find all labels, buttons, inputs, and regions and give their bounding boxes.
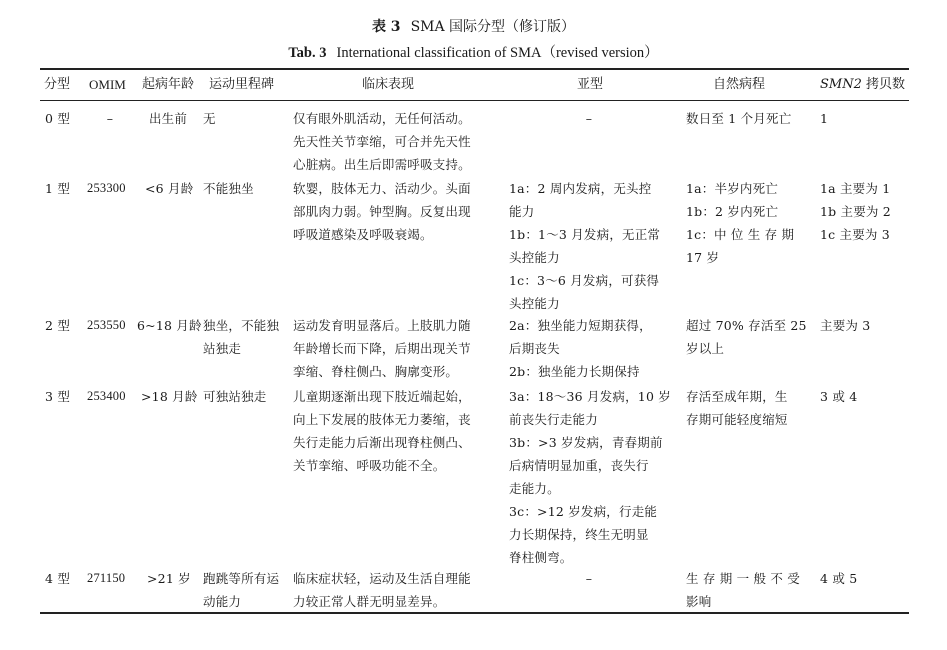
cell-copy: 1 <box>820 111 829 126</box>
cell-copy: 1a 主要为 1 1b 主要为 2 1c 主要为 3 <box>820 181 891 242</box>
cell-milestone: 可独站独走 <box>203 389 267 404</box>
header-onset: 起病年龄 <box>142 77 195 92</box>
cell-onset: <6 月龄 <box>145 181 194 196</box>
cell-copy: 3 或 4 <box>820 389 858 404</box>
cell-clinical: 运动发育明显落后。上肢肌力随 年龄增长而下降，后期出现关节 挛缩、脊柱侧凸、胸廓变形。 <box>293 318 471 379</box>
cell-milestone: 独坐，不能独 站独走 <box>203 318 280 356</box>
cell-milestone: 跑跳等所有运 动能力 <box>203 571 280 609</box>
cell-copy: 4 或 5 <box>820 571 858 586</box>
cell-omim: – <box>106 111 114 126</box>
cell-omim: 253550 <box>87 318 126 332</box>
cell-milestone: 无 <box>203 111 216 126</box>
cell-clinical: 儿童期逐渐出现下肢近端起始， 向上下发展的肢体无力萎缩，丧 失行走能力后渐出现脊柱侧凸、 关节挛缩、呼吸功能不全。 <box>293 389 471 473</box>
cell-natural: 存活至成年期，生 存期可能轻度缩短 <box>686 389 788 427</box>
cell-type: 3 型 <box>45 389 71 404</box>
cell-clinical: 仅有眼外肌活动，无任何活动。 先天性关节挛缩，可合并先天性 心脏病。出生后即需呼吸支持。 <box>293 111 471 172</box>
cell-clinical: 临床症状轻，运动及生活自理能 力较正常人群无明显差异。 <box>293 571 471 609</box>
table-header-rule <box>40 100 909 101</box>
cell-onset: 6~18 月龄 <box>137 318 202 333</box>
cell-omim: 253400 <box>87 389 126 403</box>
header-copy-number <box>820 76 905 94</box>
cell-onset: 出生前 <box>148 111 188 126</box>
header-clinical: 临床表现 <box>362 77 415 92</box>
cell-type: 0 型 <box>45 111 71 126</box>
table-label-en: Tab. 3 <box>288 45 327 61</box>
table-label-cn: 表 3 <box>371 19 401 35</box>
header-copy-suffix: 拷贝数 <box>861 77 906 92</box>
cell-type: 1 型 <box>45 181 71 196</box>
header-type: 分型 <box>44 77 71 92</box>
header-milestone: 运动里程碑 <box>209 77 275 92</box>
table-title-cn: SMA 国际分型（修订版） <box>410 19 576 35</box>
cell-milestone: 不能独坐 <box>203 181 254 196</box>
cell-onset: >18 月龄 <box>141 389 198 404</box>
cell-type: 2 型 <box>45 318 71 333</box>
cell-subtype: – <box>585 571 593 586</box>
cell-omim: 253300 <box>87 181 126 195</box>
table-caption-cn <box>0 18 947 36</box>
cell-copy: 主要为 3 <box>820 318 871 333</box>
cell-onset: >21 岁 <box>147 571 191 586</box>
cell-subtype: 2a：独坐能力短期获得， 后期丧失 2b：独坐能力长期保持 <box>509 318 652 379</box>
cell-natural: 超过 70% 存活至 25 岁以上 <box>686 318 807 356</box>
cell-clinical: 软婴，肢体无力、活动少。头面 部肌肉力弱。钟型胸。反复出现 呼吸道感染及呼吸衰竭。 <box>293 181 471 242</box>
table-title-en: International classification of SMA（revised version） <box>336 45 659 61</box>
cell-natural: 1a：半岁内死亡 1b：2 岁内死亡 1c：中 位 生 存 期 17 岁 <box>686 181 795 265</box>
table-top-rule <box>40 68 909 70</box>
cell-subtype: 3a：18～36 月发病，10 岁 前丧失行走能力 3b：>3 岁发病，青春期前 后病情明显加重，丧失行 走能力。 3c：>12 岁发病，行走能 力长期保持，终生无明显 脊柱侧弯。 <box>509 389 671 565</box>
cell-omim: 271150 <box>87 571 126 585</box>
header-omim: OMIM <box>89 77 126 92</box>
header-copy-gene: SMN2 <box>820 77 862 92</box>
table-caption-en <box>0 44 947 62</box>
header-subtype: 亚型 <box>577 77 604 92</box>
cell-type: 4 型 <box>45 571 71 586</box>
header-natural: 自然病程 <box>713 77 766 92</box>
cell-natural: 生 存 期 一 般 不 受 影响 <box>686 571 800 609</box>
cell-natural: 数日至 1 个月死亡 <box>686 111 792 126</box>
cell-subtype: – <box>585 111 593 126</box>
cell-subtype: 1a：2 周内发病，无头控 能力 1b：1～3 月发病，无正常 头控能力 1c：3～6 月发病，可获得 头控能力 <box>509 181 661 311</box>
